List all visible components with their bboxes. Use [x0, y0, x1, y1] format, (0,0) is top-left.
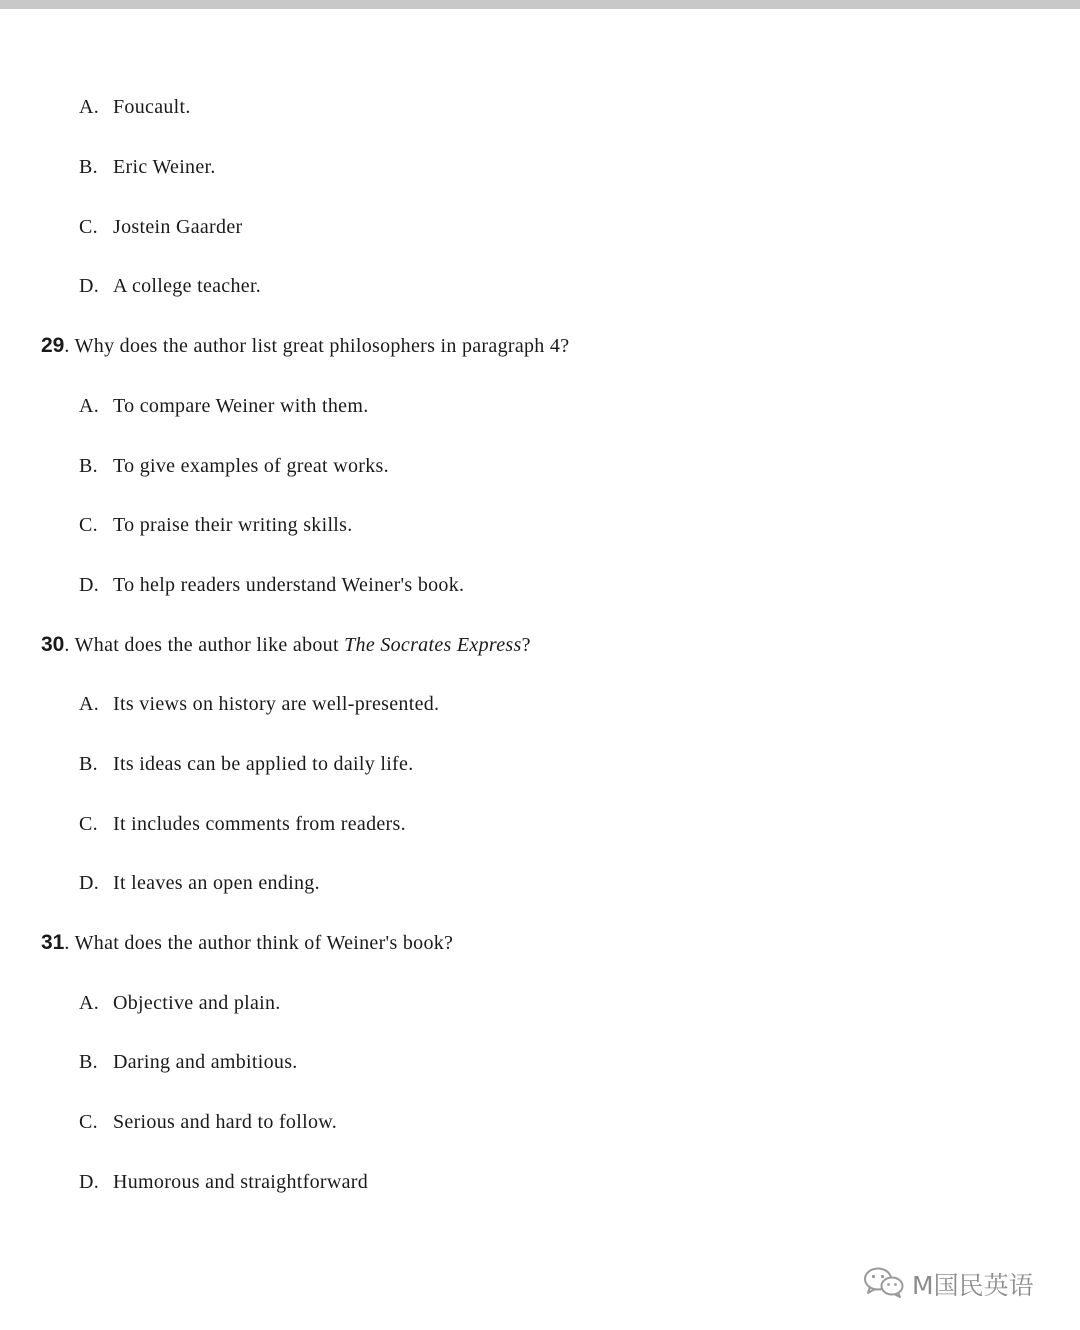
question-number: 31	[41, 931, 65, 954]
question-text: . What does the author like about	[64, 634, 345, 656]
q28-option-b[interactable]	[79, 154, 216, 180]
q31-option-b[interactable]	[79, 1049, 298, 1075]
q31-option-c[interactable]	[79, 1109, 337, 1135]
q29-option-b[interactable]	[79, 453, 389, 479]
q29-option-a[interactable]	[79, 393, 369, 419]
option-letter: B.	[79, 156, 98, 178]
option-text: Daring and ambitious.	[113, 1051, 298, 1073]
option-letter: B.	[79, 1051, 98, 1073]
question-30	[41, 632, 531, 658]
q31-option-d[interactable]	[79, 1169, 368, 1195]
option-text: To praise their writing skills.	[113, 514, 353, 536]
top-border	[0, 0, 1080, 9]
wechat-icon	[862, 1265, 906, 1304]
question-text-end: ?	[521, 634, 531, 656]
q30-option-a[interactable]	[79, 691, 439, 717]
option-letter: A.	[79, 96, 100, 118]
option-letter: C.	[79, 813, 98, 835]
option-letter: B.	[79, 455, 98, 477]
option-text: It leaves an open ending.	[113, 872, 320, 894]
q29-option-d[interactable]	[79, 572, 464, 598]
option-letter: A.	[79, 395, 100, 417]
option-letter: A.	[79, 693, 100, 715]
q30-option-d[interactable]	[79, 870, 320, 896]
q30-option-b[interactable]	[79, 751, 414, 777]
q31-option-a[interactable]	[79, 990, 281, 1016]
question-number: 30	[41, 633, 65, 656]
question-number: 29	[41, 334, 65, 357]
option-text: Its views on history are well-presented.	[113, 693, 440, 715]
option-text: Eric Weiner.	[113, 156, 216, 178]
option-text: Objective and plain.	[113, 992, 281, 1014]
option-letter: D.	[79, 872, 100, 894]
q28-option-d[interactable]	[79, 273, 261, 299]
option-text: Jostein Gaarder	[113, 216, 243, 238]
question-31	[41, 930, 453, 956]
q30-option-c[interactable]	[79, 811, 406, 837]
option-text: It includes comments from readers.	[113, 813, 406, 835]
option-letter: B.	[79, 753, 98, 775]
watermark	[862, 1264, 1034, 1304]
option-letter: D.	[79, 574, 100, 596]
option-letter: A.	[79, 992, 100, 1014]
option-letter: C.	[79, 1111, 98, 1133]
option-letter: C.	[79, 216, 98, 238]
option-text: Foucault.	[113, 96, 191, 118]
option-text: A college teacher.	[113, 275, 262, 297]
watermark-text: M国民英语	[912, 1271, 1034, 1300]
q28-option-c[interactable]	[79, 214, 242, 240]
option-text: Humorous and straightforward	[113, 1171, 369, 1193]
option-text: To give examples of great works.	[113, 455, 389, 477]
book-title: The Socrates Express	[344, 634, 522, 656]
question-text: . Why does the author list great philosophers in paragraph 4?	[64, 335, 570, 357]
question-text: . What does the author think of Weiner's book?	[64, 932, 454, 954]
option-text: To compare Weiner with them.	[113, 395, 369, 417]
option-letter: D.	[79, 275, 100, 297]
option-text: Serious and hard to follow.	[113, 1111, 337, 1133]
q29-option-c[interactable]	[79, 512, 353, 538]
option-letter: D.	[79, 1171, 100, 1193]
option-text: Its ideas can be applied to daily life.	[113, 753, 414, 775]
option-letter: C.	[79, 514, 98, 536]
question-29	[41, 333, 569, 359]
option-text: To help readers understand Weiner's book.	[113, 574, 465, 596]
q28-option-a[interactable]	[79, 94, 191, 120]
